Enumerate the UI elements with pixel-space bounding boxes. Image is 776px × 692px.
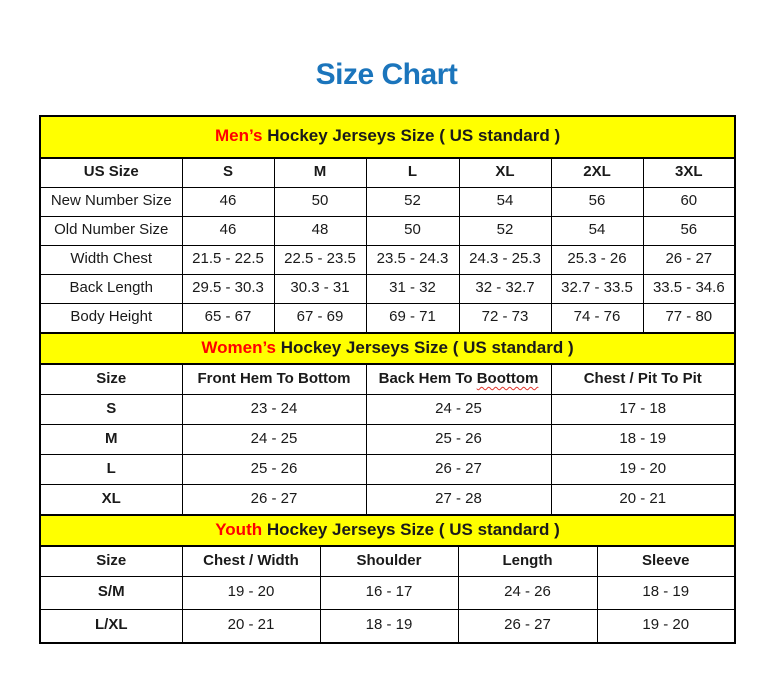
womens-banner [40,333,735,364]
column-header: Sleeve [597,546,735,577]
table-cell: 60 [643,187,735,216]
column-header: Size [40,546,182,577]
table-cell: 23 - 24 [182,394,366,424]
table-row [40,216,735,245]
table-cell: 31 - 32 [366,274,459,303]
row-label: S/M [40,576,182,609]
table-cell: 46 [182,187,274,216]
youth-table-body [40,515,735,643]
youth-header-row [40,546,735,577]
table-cell: 22.5 - 23.5 [274,245,366,274]
table-cell: 19 - 20 [551,454,735,484]
row-label: XL [40,484,182,515]
table-cell: 67 - 69 [274,303,366,333]
column-header [366,364,551,395]
table-cell: 17 - 18 [551,394,735,424]
mens-banner-row [40,116,735,158]
table-cell: 56 [551,187,643,216]
column-header: Length [458,546,597,577]
table-cell: 26 - 27 [366,454,551,484]
table-row [40,454,735,484]
column-header: Shoulder [320,546,458,577]
column-header-text: Back Hem To [378,369,477,387]
table-cell: 33.5 - 34.6 [643,274,735,303]
row-label: Old Number Size [40,216,182,245]
womens-size-table [39,332,736,516]
table-cell: 54 [459,187,551,216]
table-cell: 50 [366,216,459,245]
column-header: Front Hem To Bottom [182,364,366,395]
mens-banner-rest: Hockey Jerseys Size ( US standard ) [262,126,561,146]
womens-header-row [40,364,735,395]
row-label: S [40,394,182,424]
mens-size-table [39,115,736,334]
table-cell: 74 - 76 [551,303,643,333]
table-cell: 18 - 19 [551,424,735,454]
mens-table-body [40,116,735,333]
womens-banner-highlight: Women’s [201,337,276,357]
youth-banner-highlight: Youth [215,519,263,539]
table-cell: 26 - 27 [182,484,366,515]
column-header: 2XL [551,158,643,188]
row-label: M [40,424,182,454]
column-header: M [274,158,366,188]
table-cell: 65 - 67 [182,303,274,333]
table-cell: 18 - 19 [597,576,735,609]
row-label: L/XL [40,609,182,643]
table-cell: 25.3 - 26 [551,245,643,274]
page-title: Size Chart [315,58,458,91]
table-cell: 18 - 19 [320,609,458,643]
table-cell: 27 - 28 [366,484,551,515]
table-row [40,245,735,274]
table-cell: 20 - 21 [551,484,735,515]
youth-banner [40,515,735,546]
table-cell: 30.3 - 31 [274,274,366,303]
table-cell: 32 - 32.7 [459,274,551,303]
column-header: US Size [40,158,182,188]
table-cell: 69 - 71 [366,303,459,333]
table-cell: 19 - 20 [182,576,320,609]
table-cell: 56 [643,216,735,245]
mens-header-row [40,158,735,188]
table-cell: 72 - 73 [459,303,551,333]
table-cell: 24 - 25 [366,394,551,424]
table-cell: 20 - 21 [182,609,320,643]
column-header: S [182,158,274,188]
mens-banner-highlight: Men’s [214,126,263,146]
row-label: Width Chest [40,245,182,274]
table-row [40,609,735,643]
table-row [40,484,735,515]
table-row [40,424,735,454]
row-label: Back Length [40,274,182,303]
table-cell: 32.7 - 33.5 [551,274,643,303]
table-cell: 16 - 17 [320,576,458,609]
column-header: Chest / Pit To Pit [551,364,735,395]
column-header: Chest / Width [182,546,320,577]
table-cell: 24 - 26 [458,576,597,609]
table-cell: 50 [274,187,366,216]
row-label: L [40,454,182,484]
table-cell: 25 - 26 [366,424,551,454]
column-header: Size [40,364,182,395]
youth-size-table [39,514,736,644]
youth-banner-row [40,515,735,546]
womens-banner-rest: Hockey Jerseys Size ( US standard ) [276,337,574,357]
table-cell: 21.5 - 22.5 [182,245,274,274]
table-row [40,303,735,333]
table-row [40,187,735,216]
mens-banner [40,116,735,158]
table-cell: 24 - 25 [182,424,366,454]
table-row [40,394,735,424]
table-cell: 19 - 20 [597,609,735,643]
womens-table-body [40,333,735,515]
table-cell: 24.3 - 25.3 [459,245,551,274]
table-cell: 52 [459,216,551,245]
table-cell: 26 - 27 [458,609,597,643]
womens-banner-row [40,333,735,364]
table-cell: 25 - 26 [182,454,366,484]
table-row [40,576,735,609]
size-chart-page [39,58,734,644]
column-header: 3XL [643,158,735,188]
table-cell: 54 [551,216,643,245]
table-cell: 26 - 27 [643,245,735,274]
table-cell: 48 [274,216,366,245]
row-label: Body Height [40,303,182,333]
table-cell: 77 - 80 [643,303,735,333]
table-row [40,274,735,303]
column-header: XL [459,158,551,188]
column-header: L [366,158,459,188]
table-cell: 46 [182,216,274,245]
table-cell: 52 [366,187,459,216]
table-cell: 29.5 - 30.3 [182,274,274,303]
table-cell: 23.5 - 24.3 [366,245,459,274]
row-label: New Number Size [40,187,182,216]
misspelled-word: Boottom [476,369,539,387]
youth-banner-rest: Hockey Jerseys Size ( US standard ) [262,519,560,539]
